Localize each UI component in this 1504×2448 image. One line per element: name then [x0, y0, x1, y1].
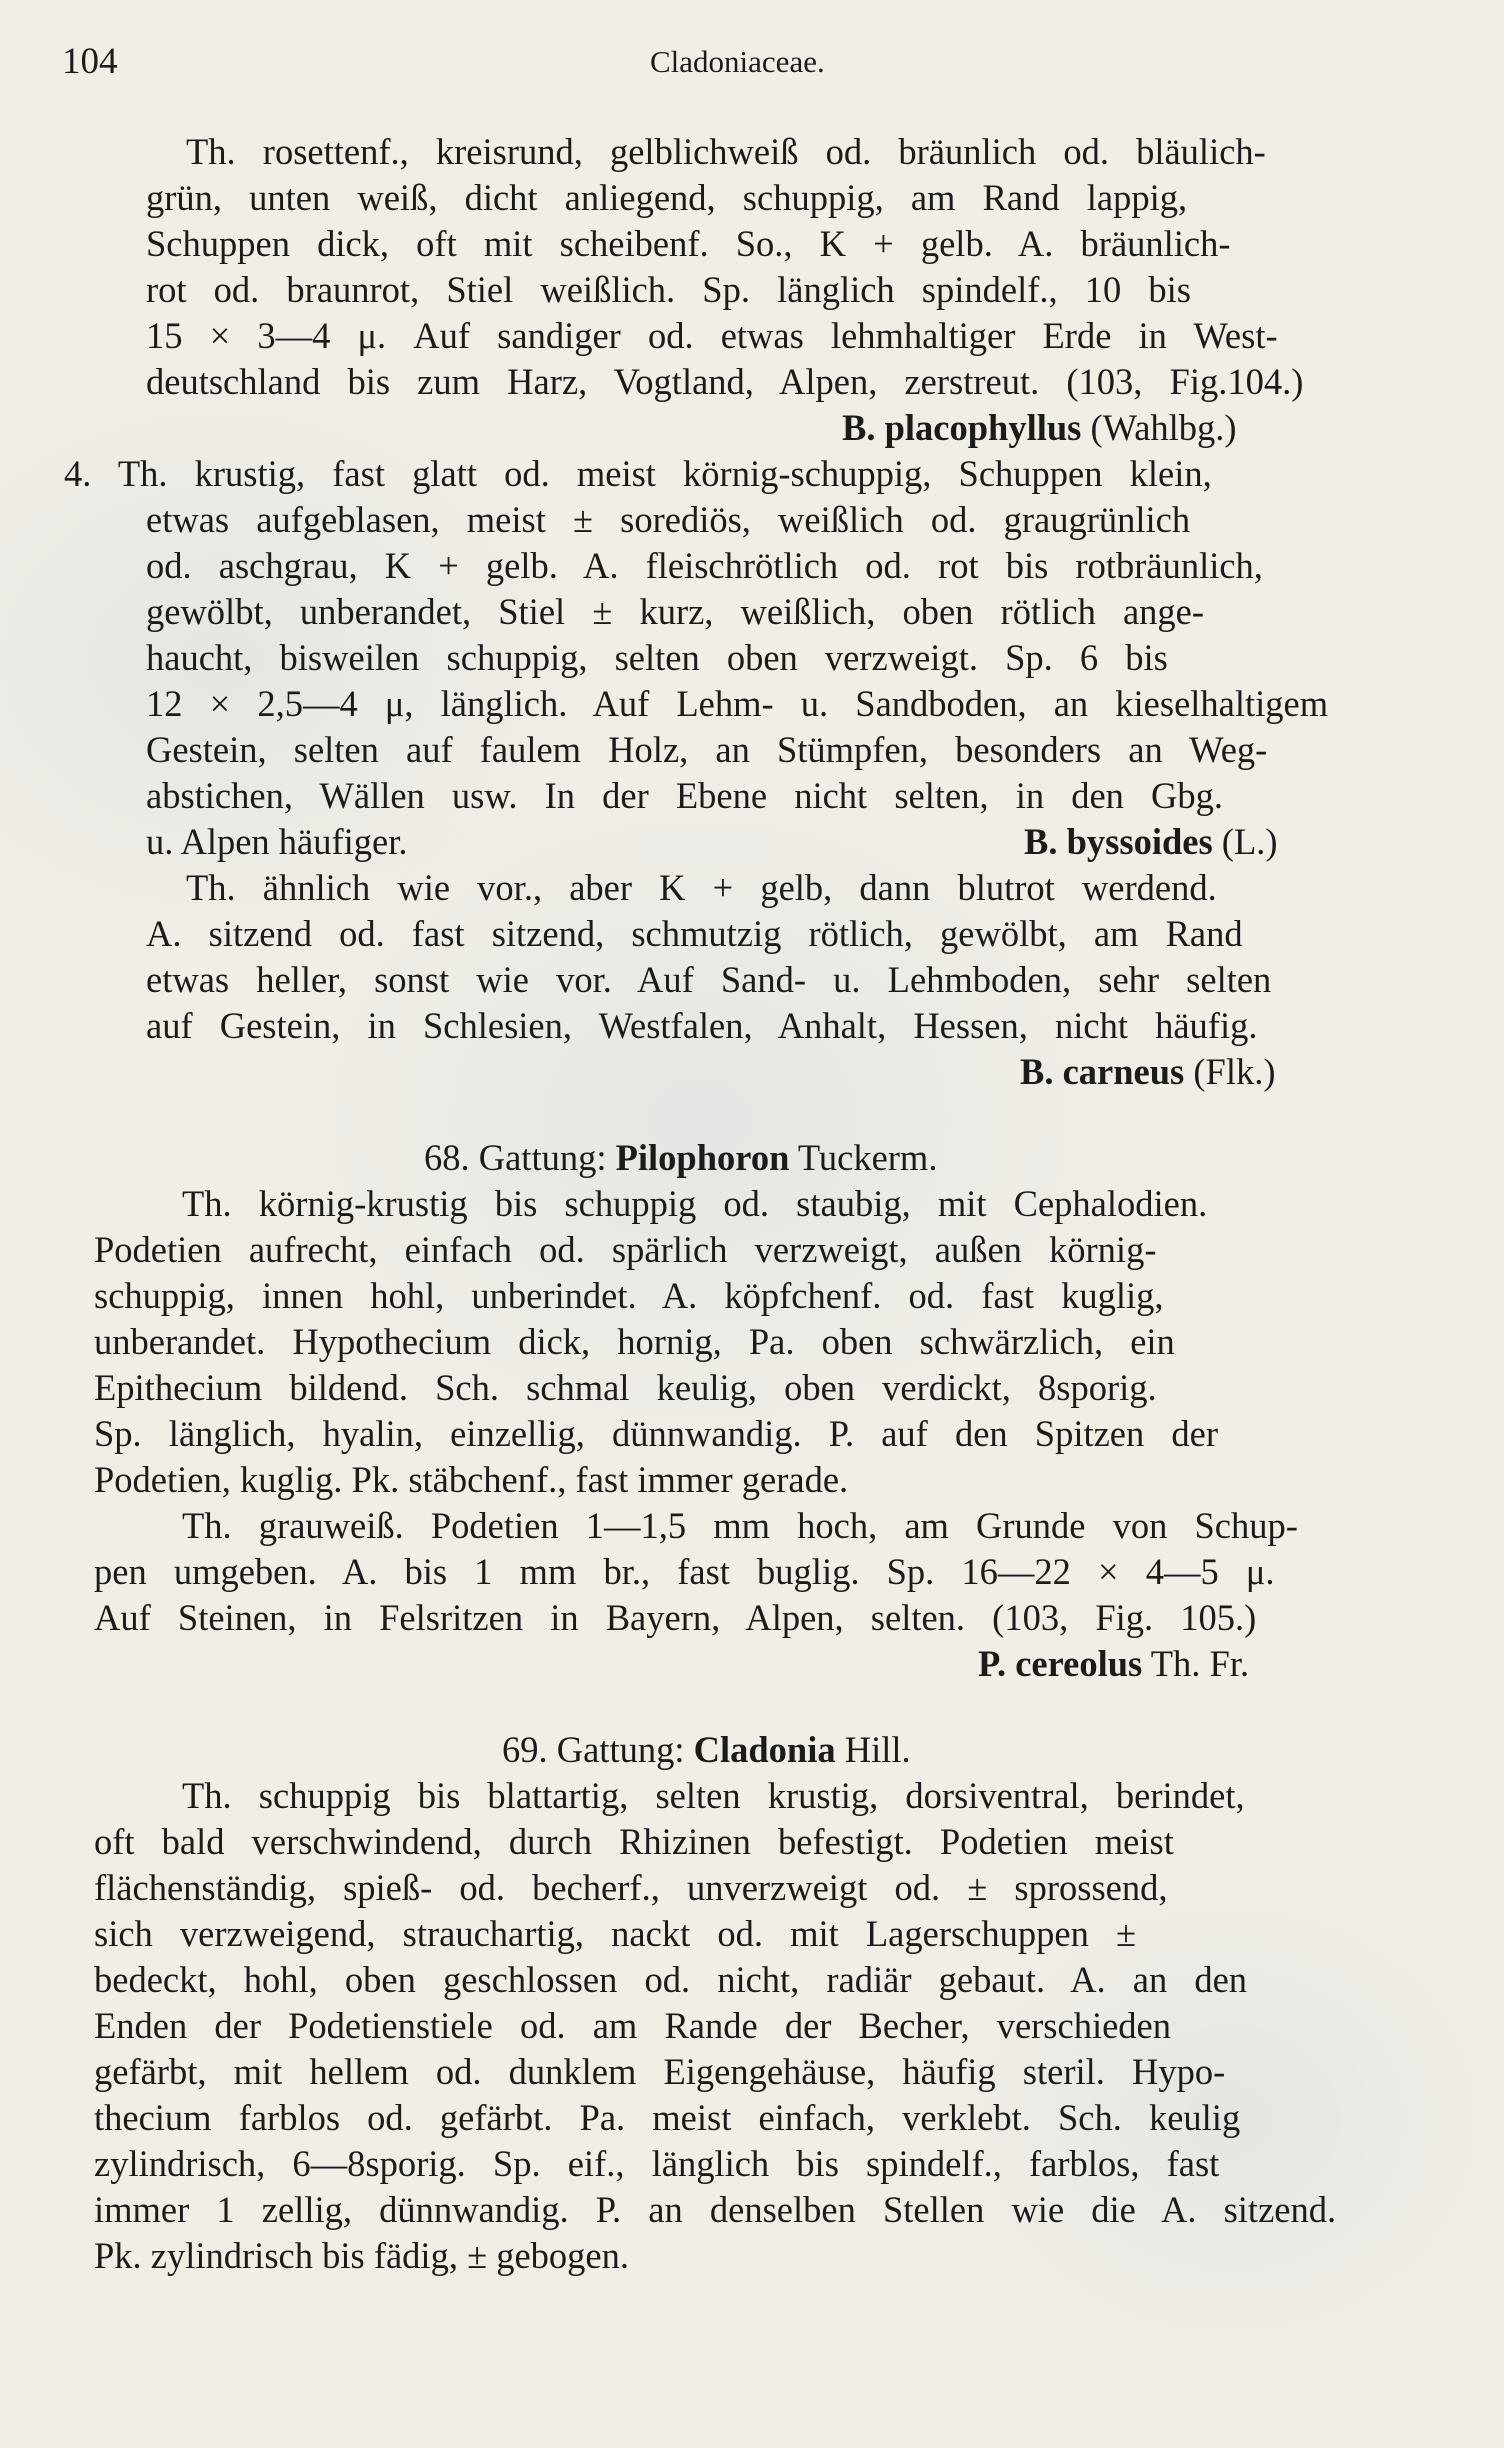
text-line: Pk. zylindrisch bis fädig, ± gebogen.	[94, 2235, 630, 2276]
text-line: abstichen, Wällen usw. In der Ebene nicht selten, in den Gbg.	[146, 775, 1224, 816]
text-line: Podetien, kuglig. Pk. stäbchenf., fast immer gerade.	[94, 1459, 849, 1500]
species-name	[1024, 820, 1278, 864]
text-line: 4. Th. krustig, fast glatt od. meist körnig-schuppig, Schuppen klein,	[64, 453, 1212, 494]
text-line: schuppig, innen hohl, unberindet. A. köpfchenf. od. fast kuglig,	[94, 1275, 1164, 1316]
species-author: Th. Fr.	[1150, 1643, 1250, 1684]
text-line: Auf Steinen, in Felsritzen in Bayern, Alpen, selten. (103, Fig. 105.)	[94, 1597, 1257, 1638]
text-line: unberandet. Hypothecium dick, hornig, Pa. oben schwärzlich, ein	[94, 1321, 1175, 1362]
heading-prefix: 69. Gattung:	[502, 1729, 685, 1770]
text-line	[146, 820, 408, 864]
text-line: od. aschgrau, K + gelb. A. fleischrötlich od. rot bis rotbräunlich,	[146, 545, 1263, 586]
text-line: Podetien aufrecht, einfach od. spärlich verzweigt, außen körnig-	[94, 1229, 1157, 1270]
species-epithet: byssoides	[1066, 821, 1213, 862]
text-line: Th. grauweiß. Podetien 1—1,5 mm hoch, am Grunde von Schup-	[182, 1505, 1298, 1546]
text-line: Th. ähnlich wie vor., aber K + gelb, dann blutrot werdend.	[186, 867, 1217, 908]
text-line: gefärbt, mit hellem od. dunklem Eigengehäuse, häufig steril. Hypo-	[94, 2051, 1226, 2092]
heading-author: Tuckerm.	[797, 1137, 938, 1178]
species-genus-abbr: B.	[842, 407, 876, 448]
text-line: zylindrisch, 6—8sporig. Sp. eif., länglich bis spindelf., farblos, fast	[94, 2143, 1220, 2184]
page-number: 104	[62, 41, 118, 82]
text-line: Gestein, selten auf faulem Holz, an Stümpfen, besonders an Weg-	[146, 729, 1268, 770]
heading-prefix: 68. Gattung:	[424, 1137, 607, 1178]
text-line: rot od. braunrot, Stiel weißlich. Sp. länglich spindelf., 10 bis	[146, 269, 1191, 310]
text-line: etwas aufgeblasen, meist ± sorediös, weißlich od. graugrünlich	[146, 499, 1191, 540]
heading-genus: Pilophoron	[615, 1137, 790, 1178]
species-author: (Wahlbg.)	[1090, 407, 1237, 448]
text-line: 15 × 3—4 μ. Auf sandiger od. etwas lehmhaltiger Erde in West-	[146, 315, 1278, 356]
text-line: pen umgeben. A. bis 1 mm br., fast buglig. Sp. 16—22 × 4—5 μ.	[94, 1551, 1275, 1592]
text-line: deutschland bis zum Harz, Vogtland, Alpen, zerstreut. (103, Fig.104.)	[146, 361, 1304, 402]
text-fragment: u. Alpen häufiger.	[146, 821, 408, 862]
text-line: immer 1 zellig, dünnwandig. P. an denselben Stellen wie die A. sitzend.	[94, 2189, 1337, 2230]
species-epithet: carneus	[1062, 1051, 1185, 1092]
text-line: grün, unten weiß, dicht anliegend, schuppig, am Rand lappig,	[146, 177, 1188, 218]
running-title: Cladoniaceae.	[650, 44, 825, 79]
text-line: auf Gestein, in Schlesien, Westfalen, Anhalt, Hessen, nicht häufig.	[146, 1005, 1258, 1046]
genus-heading	[424, 1136, 937, 1180]
species-author: (Flk.)	[1193, 1051, 1276, 1092]
heading-author: Hill.	[844, 1729, 911, 1770]
heading-genus: Cladonia	[693, 1729, 836, 1770]
text-line: haucht, bisweilen schuppig, selten oben verzweigt. Sp. 6 bis	[146, 637, 1168, 678]
genus-heading	[502, 1728, 911, 1772]
text-line: flächenständig, spieß- od. becherf., unverzweigt od. ± sprossend,	[94, 1867, 1168, 1908]
text-line: bedeckt, hohl, oben geschlossen od. nicht, radiär gebaut. A. an den	[94, 1959, 1248, 2000]
text-line: Sp. länglich, hyalin, einzellig, dünnwandig. P. auf den Spitzen der	[94, 1413, 1218, 1454]
species-name	[1020, 1050, 1276, 1094]
species-name	[842, 406, 1237, 450]
text-line: Th. schuppig bis blattartig, selten krustig, dorsiventral, berindet,	[182, 1775, 1245, 1816]
species-name	[978, 1642, 1249, 1686]
text-line: 12 × 2,5—4 μ, länglich. Auf Lehm- u. Sandboden, an kieselhaltigem	[146, 683, 1329, 724]
species-epithet: cereolus	[1015, 1643, 1143, 1684]
species-genus-abbr: B.	[1020, 1051, 1054, 1092]
text-line: Epithecium bildend. Sch. schmal keulig, oben verdickt, 8sporig.	[94, 1367, 1157, 1408]
text-line: etwas heller, sonst wie vor. Auf Sand- u. Lehmboden, sehr selten	[146, 959, 1272, 1000]
text-line: gewölbt, unberandet, Stiel ± kurz, weißlich, oben rötlich ange-	[146, 591, 1205, 632]
species-genus-abbr: B.	[1024, 821, 1058, 862]
species-genus-abbr: P.	[978, 1643, 1007, 1684]
text-line: Th. körnig-krustig bis schuppig od. staubig, mit Cephalodien.	[182, 1183, 1208, 1224]
species-epithet: placophyllus	[884, 407, 1082, 448]
text-line: A. sitzend od. fast sitzend, schmutzig rötlich, gewölbt, am Rand	[146, 913, 1243, 954]
text-line: Th. rosettenf., kreisrund, gelblichweiß od. bräunlich od. bläulich-	[186, 131, 1266, 172]
text-line: sich verzweigend, strauchartig, nackt od. mit Lagerschuppen ±	[94, 1913, 1136, 1954]
text-line: thecium farblos od. gefärbt. Pa. meist einfach, verklebt. Sch. keulig	[94, 2097, 1241, 2138]
text-line: Schuppen dick, oft mit scheibenf. So., K + gelb. A. bräunlich-	[146, 223, 1231, 264]
species-author: (L.)	[1221, 821, 1278, 862]
text-line: Enden der Podetienstiele od. am Rande der Becher, verschieden	[94, 2005, 1171, 2046]
text-line: oft bald verschwindend, durch Rhizinen befestigt. Podetien meist	[94, 1821, 1174, 1862]
